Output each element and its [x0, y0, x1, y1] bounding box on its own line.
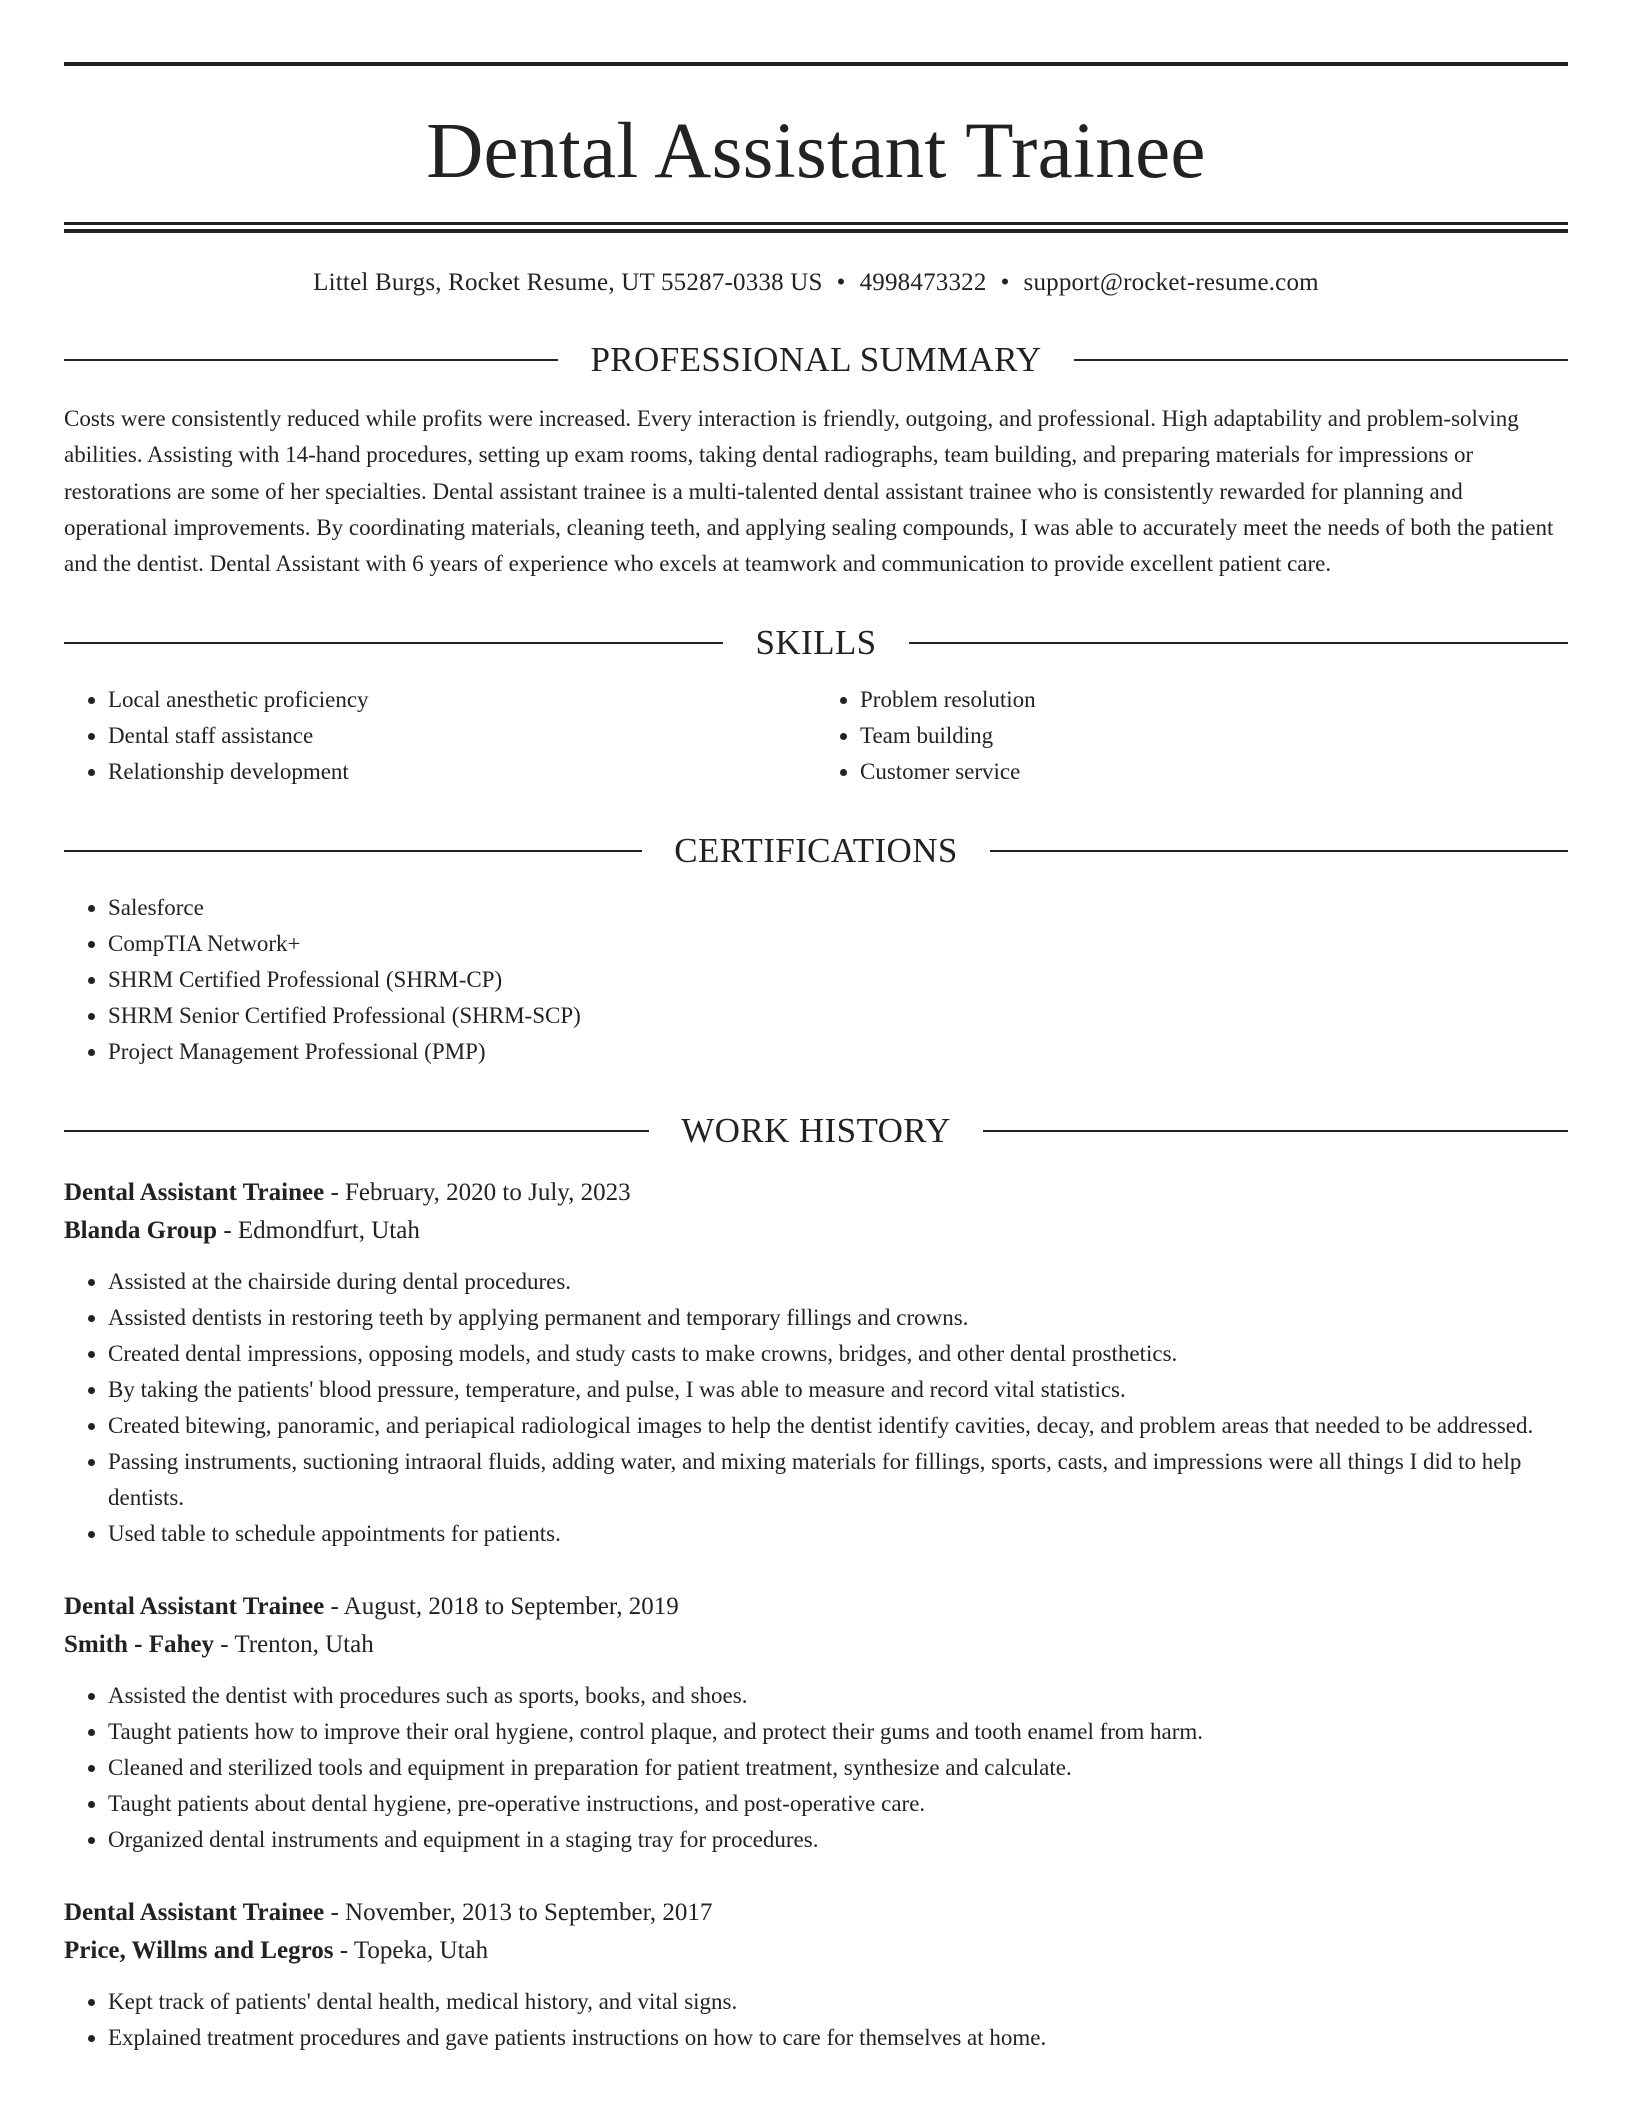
contact-line	[64, 267, 1568, 299]
job-title: Dental Assistant Trainee	[64, 1899, 325, 1927]
job-title-line	[64, 1174, 1568, 1212]
job-location: - Edmondfurt, Utah	[217, 1217, 420, 1245]
job-bullet: • Assisted the dentist with procedures such as sports, books, and shoes.	[108, 1678, 1568, 1714]
job-bullets	[64, 1984, 1568, 2056]
heading-rule-right	[909, 642, 1568, 644]
skill-item: • Local anesthetic proficiency	[108, 682, 816, 718]
job-bullets	[64, 1678, 1568, 1858]
title-double-rule	[64, 222, 1568, 233]
work-history-title: WORK HISTORY	[681, 1111, 951, 1151]
summary-title: PROFESSIONAL SUMMARY	[590, 340, 1042, 379]
contact-separator: •	[836, 269, 846, 296]
contact-email: support@rocket-resume.com	[1023, 269, 1319, 296]
job-bullet: • Cleaned and sterilized tools and equipment in preparation for patient treatment, synthesize and calculate.	[108, 1750, 1568, 1786]
job-company-line	[64, 1212, 1568, 1250]
job-dates: - August, 2018 to September, 2019	[324, 1593, 679, 1621]
job-company-line	[64, 1626, 1568, 1664]
heading-rule-left	[64, 1130, 649, 1132]
job-location: - Topeka, Utah	[333, 1937, 489, 1965]
heading-rule-right	[1074, 359, 1568, 361]
job-bullet: • Explained treatment procedures and gave patients instructions on how to care for themselves at home.	[108, 2020, 1568, 2056]
heading-rule-left	[64, 642, 723, 644]
job-title: Dental Assistant Trainee	[64, 1593, 325, 1621]
certifications-heading	[64, 830, 1568, 872]
heading-rule-left	[64, 359, 558, 361]
job-bullet: • Used table to schedule appointments for patients.	[108, 1516, 1568, 1552]
heading-rule-right	[990, 850, 1568, 852]
job-bullets	[64, 1264, 1568, 1552]
job-company: Smith - Fahey	[64, 1631, 214, 1659]
skill-item: • Dental staff assistance	[108, 718, 816, 754]
heading-rule-right	[983, 1130, 1568, 1132]
job-title: Dental Assistant Trainee	[64, 1179, 325, 1207]
resume-title: Dental Assistant Trainee	[426, 108, 1206, 195]
job-title-line	[64, 1894, 1568, 1932]
contact-phone: 4998473322	[859, 269, 987, 296]
certification-item: • SHRM Certified Professional (SHRM-CP)	[108, 962, 1568, 998]
contact-address: Littel Burgs, Rocket Resume, UT 55287-0338 US	[313, 269, 823, 296]
job-bullet: • Organized dental instruments and equipment in a staging tray for procedures.	[108, 1822, 1568, 1858]
skills-column-right	[816, 682, 1568, 790]
certifications-title: CERTIFICATIONS	[674, 831, 958, 871]
job-bullet: • Passing instruments, suctioning intraoral fluids, adding water, and mixing materials for fillings, sports, casts, and impressions were all things I did to help dentists.	[108, 1444, 1568, 1516]
skill-item: • Customer service	[860, 754, 1568, 790]
job-company: Price, Willms and Legros	[64, 1937, 334, 1965]
job-entry	[64, 1588, 1568, 1858]
job-bullet: • Kept track of patients' dental health, medical history, and vital signs.	[108, 1984, 1568, 2020]
job-company-line	[64, 1932, 1568, 1970]
certification-item: • CompTIA Network+	[108, 926, 1568, 962]
job-bullet: • Taught patients about dental hygiene, pre-operative instructions, and post-operative care.	[108, 1786, 1568, 1822]
summary-heading	[64, 339, 1568, 381]
skills-list	[64, 682, 1568, 790]
job-dates: - February, 2020 to July, 2023	[324, 1179, 631, 1207]
certification-item: • Salesforce	[108, 890, 1568, 926]
skill-item: • Relationship development	[108, 754, 816, 790]
job-dates: - November, 2013 to September, 2017	[324, 1899, 713, 1927]
job-location: - Trenton, Utah	[214, 1631, 374, 1659]
summary-text: Costs were consistently reduced while profits were increased. Every interaction is friendly, outgoing, and professional. High adaptability and problem-solving abilities. Assisting with 14-hand procedures, setting up exam rooms, taking dental radiographs, team building, and preparing materials for impressions or restorations are some of her specialties. Dental assistant trainee is a multi-talented dental assistant trainee who is consistently rewarded for planning and operational improvements. By coordinating materials, cleaning teeth, and applying sealing compounds, I was able to accurately meet the needs of both the patient and the dentist. Dental Assistant with 6 years of experience who excels at teamwork and communication to provide excellent patient care.	[64, 406, 1554, 577]
job-bullet: • Taught patients how to improve their oral hygiene, control plaque, and protect their gums and tooth enamel from harm.	[108, 1714, 1568, 1750]
heading-rule-left	[64, 850, 642, 852]
certification-item: • SHRM Senior Certified Professional (SHRM-SCP)	[108, 998, 1568, 1034]
job-company: Blanda Group	[64, 1217, 218, 1245]
job-bullet: • Created bitewing, panoramic, and periapical radiological images to help the dentist identify cavities, decay, and problem areas that needed to be addressed.	[108, 1408, 1568, 1444]
job-entry	[64, 1174, 1568, 1552]
skills-title: SKILLS	[755, 623, 877, 663]
job-bullet: • Assisted at the chairside during dental procedures.	[108, 1264, 1568, 1300]
skills-column-left	[64, 682, 816, 790]
job-bullet: • Created dental impressions, opposing models, and study casts to make crowns, bridges, and other dental prosthetics.	[108, 1336, 1568, 1372]
certification-item: • Project Management Professional (PMP)	[108, 1034, 1568, 1070]
top-rule	[64, 62, 1568, 66]
job-entry	[64, 1894, 1568, 2056]
job-bullet: • Assisted dentists in restoring teeth by applying permanent and temporary fillings and crowns.	[108, 1300, 1568, 1336]
skill-item: • Problem resolution	[860, 682, 1568, 718]
contact-separator: •	[1000, 269, 1010, 296]
certifications-list	[64, 890, 1568, 1070]
job-bullet: • By taking the patients' blood pressure, temperature, and pulse, I was able to measure and record vital statistics.	[108, 1372, 1568, 1408]
job-title-line	[64, 1588, 1568, 1626]
skills-heading	[64, 622, 1568, 664]
skill-item: • Team building	[860, 718, 1568, 754]
work-history-heading	[64, 1110, 1568, 1152]
